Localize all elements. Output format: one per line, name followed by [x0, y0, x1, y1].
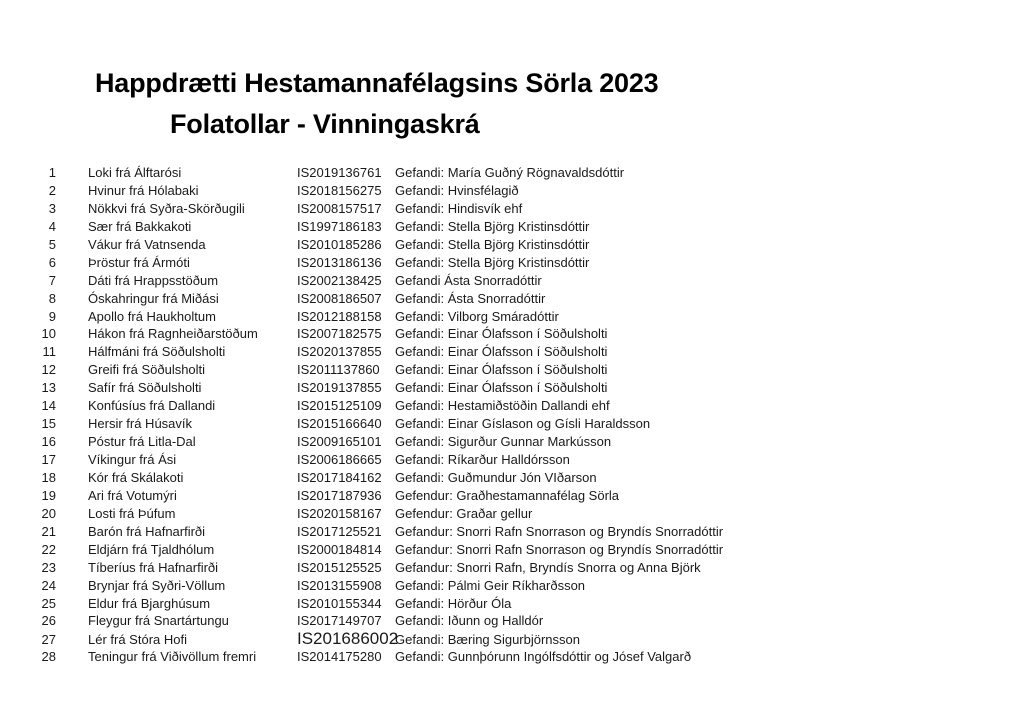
row-number: 17 [41, 452, 56, 467]
row-number: 15 [41, 416, 56, 432]
row-number: 14 [41, 398, 56, 414]
horse-id: IS2017149707 [297, 613, 382, 629]
row-number: 23 [41, 559, 56, 575]
row-number: 22 [41, 541, 56, 557]
table-row [0, 343, 1000, 361]
donor-text: Gefandur: Snorri Rafn Snorrason og Bryndís Snorradóttir [395, 523, 724, 539]
horse-id: IS2012188158 [297, 308, 382, 324]
table-row [0, 325, 1000, 343]
horse-name: Hálfmáni frá Söðulsholti [88, 344, 226, 360]
donor-text: Gefandi: Vilborg Smáradóttir [395, 308, 559, 324]
donor-text: Gefandi: Einar Ólafsson í Söðulsholti [395, 326, 608, 342]
row-number: 13 [41, 380, 56, 396]
row-number: 26 [41, 613, 56, 629]
horse-id: IS2018156275 [297, 182, 382, 198]
table-row [0, 451, 1000, 469]
horse-name: Lér frá Stóra Hofi [88, 632, 187, 648]
horse-id: IS2020158167 [297, 505, 382, 521]
donor-text: Gefandi: Sigurður Gunnar Markússon [395, 434, 612, 450]
row-number: 8 [48, 290, 56, 306]
table-row [0, 559, 1000, 577]
horse-id: IS2008186507 [297, 290, 382, 306]
horse-name: Greifi frá Söðulsholti [88, 362, 206, 378]
horse-id: IS2015125525 [297, 559, 382, 575]
donor-text: Gefandi: Pálmi Geir Ríkharðsson [395, 577, 586, 593]
table-row [0, 236, 1000, 254]
page-title: Happdrætti Hestamannafélagsins Sörla 2023 [95, 68, 659, 98]
horse-id: IS2013186136 [297, 254, 382, 270]
table-row [0, 379, 1000, 397]
horse-name: Hersir frá Húsavík [88, 416, 193, 432]
row-number: 10 [41, 326, 56, 342]
horse-name: Fleygur frá Snartártungu [88, 613, 229, 629]
horse-name: Sær frá Bakkakoti [88, 218, 192, 234]
donor-text: Gefandi: Ríkarður Halldórsson [395, 452, 570, 467]
table-row [0, 218, 1000, 236]
row-number: 20 [41, 505, 56, 521]
horse-name: Loki frá Álftarósi [88, 165, 182, 180]
horse-name: Hvinur frá Hólabaki [88, 182, 199, 198]
row-number: 12 [41, 362, 56, 378]
horse-name: Tíberíus frá Hafnarfirði [88, 559, 219, 575]
donor-text: Gefandi Ásta Snorradóttir [395, 272, 542, 288]
donor-text: Gefandi: Ásta Snorradóttir [395, 290, 546, 306]
table-row [0, 630, 1000, 648]
donor-text: Gefandi: Iðunn og Halldór [395, 613, 544, 629]
horse-id: IS2013155908 [297, 577, 382, 593]
row-number: 19 [41, 487, 56, 503]
table-row [0, 541, 1000, 559]
row-number: 28 [41, 649, 56, 665]
horse-id: IS2017125521 [297, 523, 382, 539]
table-row [0, 487, 1000, 505]
row-number: 24 [41, 577, 56, 593]
donor-text: Gefandi: Guðmundur Jón VIðarson [395, 469, 597, 485]
donor-text: Gefandi: Stella Björg Kristinsdóttir [395, 236, 590, 252]
donor-text: Gefandi: Hestamiðstöðin Dallandi ehf [395, 398, 610, 414]
horse-id: IS2002138425 [297, 272, 382, 288]
horse-id: IS2017187936 [297, 487, 382, 503]
donor-text: Gefandi: Einar Ólafsson í Söðulsholti [395, 344, 608, 360]
winners-table [0, 164, 1000, 666]
table-row [0, 290, 1000, 308]
row-number: 1 [48, 165, 56, 180]
horse-id: IS2007182575 [297, 326, 382, 342]
table-row [0, 200, 1000, 218]
horse-id: IS2020137855 [297, 344, 382, 360]
table-row [0, 254, 1000, 272]
row-number: 16 [41, 434, 56, 450]
table-row [0, 397, 1000, 415]
horse-id: IS2006186665 [297, 452, 382, 467]
row-number: 6 [48, 254, 56, 270]
table-row [0, 433, 1000, 451]
table-row [0, 164, 1000, 182]
table-row [0, 595, 1000, 613]
horse-name: Losti frá Þúfum [88, 505, 176, 521]
row-number: 18 [41, 469, 56, 485]
horse-id: IS2014175280 [297, 649, 382, 665]
horse-id: IS2010155344 [297, 595, 382, 611]
donor-text: Gefandi: María Guðný Rögnavaldsdóttir [395, 165, 625, 180]
row-number: 3 [48, 200, 56, 216]
table-row [0, 648, 1000, 666]
horse-id: IS2011137860 [297, 362, 380, 378]
row-number: 9 [48, 308, 56, 324]
horse-name: Teningur frá Viðivöllum fremri [88, 649, 257, 665]
horse-name: Vákur frá Vatnsenda [88, 236, 206, 252]
horse-name: Eldur frá Bjarghúsum [88, 595, 211, 611]
horse-id: IS2015125109 [297, 398, 382, 414]
row-number: 5 [48, 236, 56, 252]
horse-name: Kór frá Skálakoti [88, 469, 184, 485]
horse-name: Eldjárn frá Tjaldhólum [88, 541, 215, 557]
table-row [0, 523, 1000, 541]
horse-name: Apollo frá Haukholtum [88, 308, 216, 324]
horse-name: Konfúsíus frá Dallandi [88, 398, 216, 414]
donor-text: Gefandi: Bæring Sigurbjörnsson [395, 632, 580, 648]
row-number: 7 [48, 272, 56, 288]
row-number: 11 [42, 344, 56, 360]
donor-text: Gefandi: Stella Björg Kristinsdóttir [395, 218, 590, 234]
horse-id: IS2015166640 [297, 416, 382, 432]
donor-text: Gefandi: Einar Ólafsson í Söðulsholti [395, 380, 608, 396]
donor-text: Gefandi: Stella Björg Kristinsdóttir [395, 254, 590, 270]
table-row [0, 415, 1000, 433]
row-number: 4 [48, 218, 56, 234]
donor-text: Gefandur: Snorri Rafn, Bryndís Snorra og Anna Björk [395, 559, 701, 575]
table-row [0, 272, 1000, 290]
horse-id: IS201686002 [297, 629, 399, 649]
donor-text: Gefandi: Hörður Óla [395, 595, 512, 611]
horse-id: IS2009165101 [297, 434, 382, 450]
horse-name: Hákon frá Ragnheiðarstöðum [88, 326, 258, 342]
row-number: 27 [41, 632, 56, 648]
horse-name: Þröstur frá Ármóti [88, 254, 190, 270]
donor-text: Gefandi: Hindisvík ehf [395, 200, 523, 216]
horse-name: Póstur frá Litla-Dal [88, 434, 196, 450]
horse-name: Dáti frá Hrappsstöðum [88, 272, 219, 288]
horse-name: Nökkvi frá Syðra-Skörðugili [88, 200, 245, 216]
donor-text: Gefandi: Gunnþórunn Ingólfsdóttir og Jósef Valgarð [395, 649, 692, 665]
horse-id: IS1997186183 [297, 218, 382, 234]
row-number: 21 [41, 523, 56, 539]
page-subtitle: Folatollar - Vinningaskrá [170, 109, 480, 139]
table-row [0, 308, 1000, 326]
donor-text: Gefandi: Hvinsfélagið [395, 182, 519, 198]
horse-name: Brynjar frá Syðri-Völlum [88, 577, 226, 593]
table-row [0, 505, 1000, 523]
horse-name: Barón frá Hafnarfirði [88, 523, 206, 539]
table-row [0, 612, 1000, 630]
table-row [0, 182, 1000, 200]
horse-id: IS2017184162 [297, 469, 382, 485]
horse-id: IS2019136761 [297, 165, 382, 180]
horse-id: IS2008157517 [297, 200, 382, 216]
donor-text: Gefandi: Einar Ólafsson í Söðulsholti [395, 362, 608, 378]
donor-text: Gefandi: Einar Gíslason og Gísli Haraldsson [395, 416, 651, 432]
horse-name: Ari frá Votumýri [88, 487, 177, 503]
horse-name: Víkingur frá Ási [88, 452, 177, 467]
horse-id: IS2000184814 [297, 541, 382, 557]
horse-name: Óskahringur frá Miðási [88, 290, 219, 306]
donor-text: Gefendur: Graðar gellur [395, 505, 533, 521]
donor-text: Gefandur: Snorri Rafn Snorrason og Bryndís Snorradóttir [395, 541, 724, 557]
table-row [0, 577, 1000, 595]
donor-text: Gefendur: Graðhestamannafélag Sörla [395, 487, 620, 503]
table-row [0, 469, 1000, 487]
row-number: 25 [41, 595, 56, 611]
horse-id: IS2019137855 [297, 380, 382, 396]
horse-id: IS2010185286 [297, 236, 382, 252]
row-number: 2 [48, 182, 56, 198]
table-row [0, 361, 1000, 379]
horse-name: Safír frá Söðulsholti [88, 380, 202, 396]
